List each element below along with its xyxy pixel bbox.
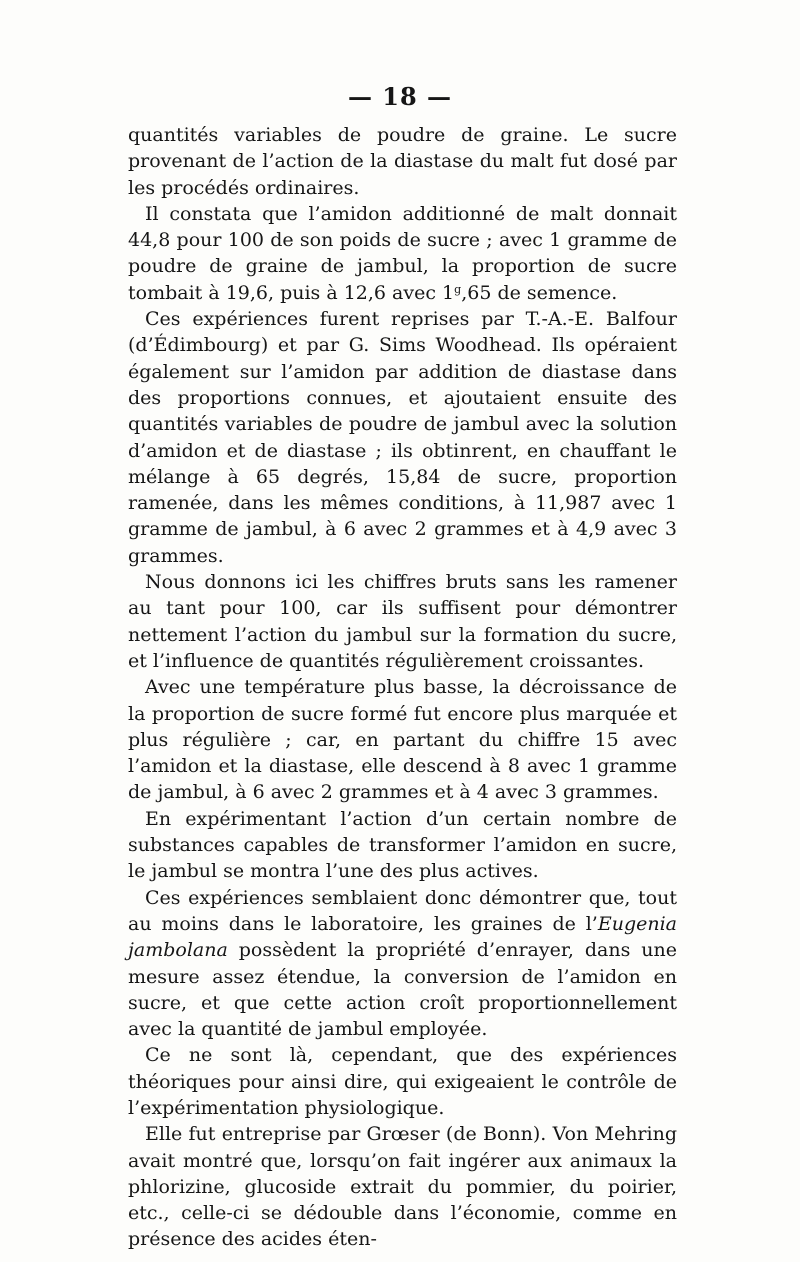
paragraph	[128, 201, 677, 306]
paragraph: quantités variables de poudre de graine. Le sucre provenant de l’action de la diastase du malt fut dosé par les procédés ordinaires.	[128, 124, 677, 199]
paragraph-text: Ces expériences semblaient donc démontrer que, tout au moins dans le laboratoire, les graines de l’	[128, 886, 677, 935]
paragraph-text: Il constata que l’amidon additionné de malt donnait 44,8 pour 100 de son poids de sucre ; avec 1 gramme de poudre de graine de jambul, la proportion de sucre tombait à 19,6, puis à 12,6 avec 1	[128, 202, 677, 304]
paragraph: Nous donnons ici les chiffres bruts sans les ramener au tant pour 100, car ils suffisent pour démontrer nettement l’action du jambul sur la formation du sucre, et l’influence de quantités régulièrement croissantes.	[128, 571, 677, 672]
page-number: — 18 —	[347, 82, 453, 111]
unit-superscript: g	[454, 282, 462, 296]
paragraph: Avec une température plus basse, la décroissance de la proportion de sucre formé fut encore plus marquée et plus régulière ; car, en partant du chiffre 15 avec l’amidon et la diastase, elle descend à 8 avec 1 gramme de jambul, à 6 avec 2 grammes et à 4 avec 3 grammes.	[128, 676, 677, 804]
paragraph-text: ,65 de semence.	[461, 281, 618, 304]
paragraph: Ces expériences furent reprises par T.-A.-E. Balfour (d’Édimbourg) et par G. Sims Woodhead. Ils opéraient également sur l’amidon par addition de diastase dans des proportions connues, et ajoutaient ensuite des quantités variables de poudre de jambul avec la solution d’amidon et de diastase ; ils obtinrent, en chauffant le mélange à 65 degrés, 15,84 de sucre, proportion ramenée, dans les mêmes conditions, à 11,987 avec 1 gramme de jambul, à 6 avec 2 grammes et à 4,9 avec 3 grammes.	[128, 308, 677, 567]
paragraph	[128, 885, 677, 1043]
body-text	[128, 122, 677, 1253]
paragraph: Elle fut entreprise par Grœser (de Bonn). Von Mehring avait montré que, lorsqu’on fait ingérer aux animaux la phlorizine, glucoside extrait du pommier, du poirier, etc., celle-ci se dédouble dans l’économie, comme en présence des acides éten-	[128, 1123, 677, 1251]
species-name: Eugenia jambolana	[128, 912, 677, 962]
paragraph: En expérimentant l’action d’un certain nombre de substances capables de transformer l’amidon en sucre, le jambul se montra l’une des plus actives.	[128, 807, 677, 883]
paragraph: Ce ne sont là, cependant, que des expériences théoriques pour ainsi dire, qui exigeaient le contrôle de l’expérimentation physiologique.	[128, 1044, 677, 1119]
paragraph-text: possèdent la propriété d’enrayer, dans une mesure assez étendue, la conversion de l’amidon en sucre, et que cette action croît proportionnellement avec la quantité de jambul employée.	[128, 939, 677, 1041]
